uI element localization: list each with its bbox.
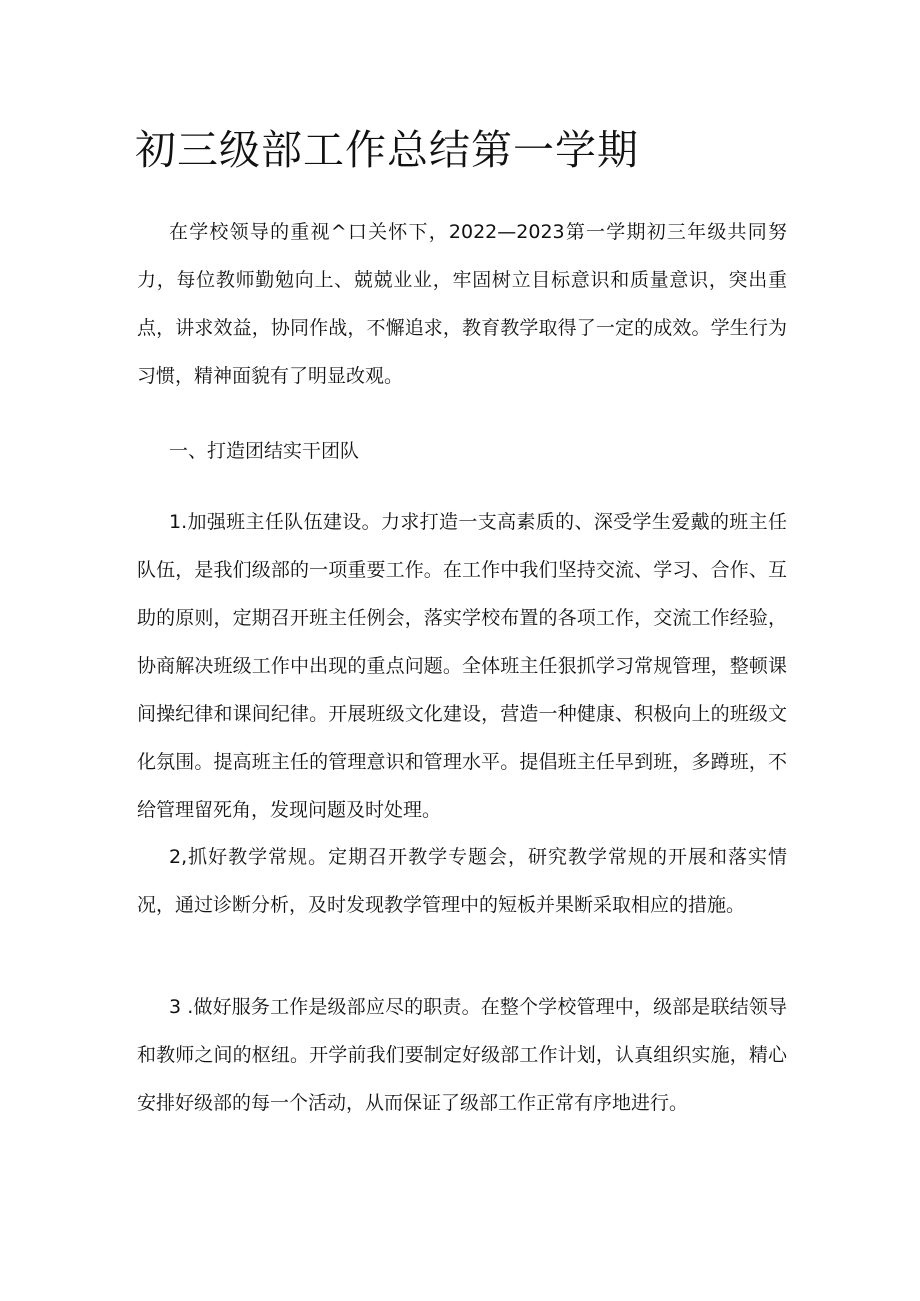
item-1-paragraph: 1.加强班主任队伍建设。力求打造一支高素质的、深受学生爱戴的班主任队伍，是我们级部的一项重要工作。在工作中我们坚持交流、学习、合作、互助的原则，定期召开班主任例会，落实学校布置的各项工作，交流工作经验，协商解决班级工作中出现的重点问题。全体班主任狠抓学习常规管理，整顿课间操纪律和课间纪律。开展班级文化建设，营造一种健康、积极向上的班级文化氛围。提高班主任的管理意识和管理水平。提倡班主任早到班，多蹲班，不给管理留死角，发现问题及时处理。 (137, 511, 787, 821)
item-2-paragraph: 2,抓好教学常规。定期召开教学专题会，研究教学常规的开展和落实情况，通过诊断分析，及时发现教学管理中的短板并果断采取相应的措施。 (137, 846, 787, 916)
section-heading: 一、打造团结实干团队 (169, 440, 360, 462)
item-3-paragraph: 3 .做好服务工作是级部应尽的职责。在整个学校管理中，级部是联结领导和教师之间的枢纽。开学前我们要制定好级部工作计划，认真组织实施，精心安排好级部的每一个活动，从而保证了级部工作正常有序地进行。 (137, 996, 787, 1114)
document-title: 初三级部工作总结第一学期 (135, 126, 639, 174)
intro-paragraph: 在学校领导的重视^口关怀下，2022—2023第一学期初三年级共同努力，每位教师勤勉向上、兢兢业业，牢固树立目标意识和质量意识，突出重点，讲求效益，协同作战，不懈追求，教育教学取得了一定的成效。学生行为习惯，精神面貌有了明显改观。 (137, 221, 787, 387)
